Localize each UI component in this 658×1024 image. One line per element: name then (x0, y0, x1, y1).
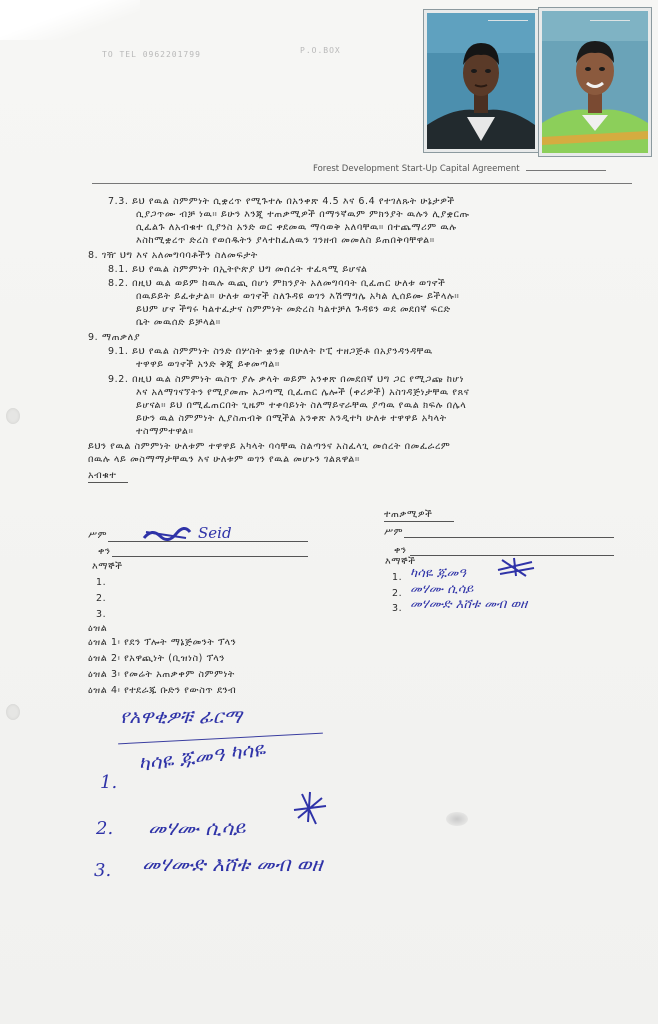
left-name-label: ሥም (88, 530, 108, 541)
agreement-line: ይህም ሆኖ ችግሩ ካልተፈታና ስምምነት መድረስ ካልተቻለ ጉዳዩን ወደ መደበኛ ፍርድ (136, 304, 451, 315)
folded-corner (0, 0, 140, 40)
agreement-line: 8.1. ይህ የዉል ስምምነት በኢትዮጵያ ህግ መሰረት ተፈጻሚ ይሆናል (108, 264, 368, 275)
agreement-line: ተስማምተዋል። (136, 426, 194, 437)
right-witness-1-signature: ካሳዬ ጁመዓ (410, 566, 466, 581)
right-name-label: ሥም (384, 527, 404, 538)
annex-item: ዕዝል 4፡ የተደራጁ ቡድን የውስጥ ደንብ (88, 685, 237, 696)
agreement-line: ይሆናል። ይህ በሚፈጠርበት ጊዜም ተቀባይነት ስለማይኖራቸዉ ያጣዉ የዉል ክፍሉ በሌላ (136, 400, 467, 411)
left-witness-2: 2. (96, 593, 107, 604)
title-underline (526, 170, 606, 171)
agreement-line: 8. ገዥ ህግ እና አለመግባባቶችን ስለመፍታት (88, 250, 258, 261)
handwritten-row-2-number: 2. (96, 818, 114, 839)
agreement-line: ይሁን ዉል ስምምነት ሊያስጠብቅ በሚችል አንቀጽ እንዲተካ ሁለቱ ተዋዋይ አካላት (136, 413, 447, 424)
agreement-line: ቤት መዉሰድ ይቻላል። (136, 317, 221, 328)
right-name-line (404, 537, 614, 538)
faint-header-right: P.O.BOX (300, 46, 341, 55)
right-heading-underline (384, 521, 454, 522)
right-date-label: ቀን (394, 545, 407, 556)
left-heading-underline (88, 482, 128, 483)
handwritten-row-3-number: 3. (94, 860, 112, 881)
left-signature: Seid (198, 524, 232, 542)
agreement-line: ተዋዋይ ወገኖች አንድ ቅጂ ይቀመጣል። (136, 359, 280, 370)
right-party-heading: ተጠቃሚዎች (384, 509, 433, 520)
agreement-line: 8.2. በዚህ ዉል ወይም ከዉሉ ዉጪ በሆነ ምክንያት አለመግባባት ቢፈጠር ሁለቱ ወገኖች (108, 278, 446, 289)
annex-item: ዕዝል 3፡ የመሬት አጠቃቀም ስምምነት (88, 669, 235, 680)
scribble-mark-icon (142, 526, 192, 542)
portrait-right-icon (542, 11, 648, 153)
agreement-line: እና አለማገናኘትን የሚያመጡ አጋጣሚ ቢፈጠር ሌሎች (ቀሪዎች) አስገዳጅነታቸዉ የጸና (136, 387, 470, 398)
punch-hole (6, 408, 20, 424)
left-party-heading: አብቁተ (88, 470, 117, 481)
scribble-mark-icon (496, 556, 536, 578)
punch-hole (6, 704, 20, 720)
right-witness-1: 1. (392, 572, 403, 583)
left-date-label: ቀን (98, 546, 111, 557)
agreement-line: 9.1. ይህ የዉል ስምምነት ስንድ በሦስት ቋንቋ በሁለት ኮፒ ተዘጋጅቶ በአያንዳንዳቸዉ (108, 346, 433, 357)
handwritten-row-1-text: ካሳዬ ጁመዓ ካሳዬ (137, 736, 267, 776)
right-witness-3: 3. (392, 603, 403, 614)
annex-item: ዕዝል 1፡ የደን ፕሎት ማኔጅመንት ፕላን (88, 637, 237, 648)
portrait-left-icon (427, 13, 535, 149)
agreement-line: ሲፈልጉ ለአብቁተ ቢያንስ አንድ ወር ቀደመዉ ማሳወቅ አለባቸዉ። በተጨማሪም ዉሉ (136, 222, 457, 233)
photo-rule (590, 20, 630, 21)
handwritten-row-1-number: 1. (100, 772, 118, 793)
handwritten-row-2-text: መሃሙ ሲሳይ (148, 816, 246, 840)
right-witness-heading: እማኞች (385, 556, 416, 567)
header-rule (92, 183, 632, 184)
agreement-line: ይህን የዉል ስምምነት ሁለቱም ተዋዋይ አካላት ባሳቸዉ ስልጣንና አስፈላጊ መሰረት በመፈራረም (88, 441, 451, 452)
agreement-line: ሲያጋጥሙ ብቻ ነዉ። ይሁን እንጂ ተጠቃሚዎች በማንኛዉም ምክንያት ዉሉን ሊያቋርጡ (136, 209, 470, 220)
agreement-line: በዉይይት ይፈቱታል። ሁለቱ ወገኖች ስለጉዳዩ ወገን እሽማግሌ አካል ሊሰይሙ ይችላሉ። (136, 291, 460, 302)
scribble-mark-icon (290, 788, 330, 828)
right-witness-3-signature: መሃሙድ እሸቱ መብ ወዘ (410, 597, 528, 612)
agreement-line: በዉሉ ላይ መስማማታቸዉን እና ሁለቱም ወገን የዉል መሆኑን ገልጸዋል። (88, 454, 360, 465)
faint-phone-text: TO TEL 0962201799 (102, 50, 201, 59)
photo-left (424, 10, 538, 152)
annex-item: ዕዝል 2፡ የአዋጪነት (ቢዝነስ) ፕላን (88, 653, 225, 664)
agreement-line: 7.3. ይህ የዉል ስምምነት ሲቋረጥ የሚጉተሉ በአንቀጽ 4.5 እና 6.4 የተገለጹት ሁኔታዎች (108, 196, 455, 207)
left-witness-heading: እማኞች (92, 561, 123, 572)
right-witness-2-signature: መሃሙ ሲሳይ (410, 582, 474, 597)
photo-right (539, 8, 651, 156)
photo-rule (488, 20, 528, 21)
agreement-title: Forest Development Start-Up Capital Agreement (313, 164, 606, 174)
handwritten-row-3-text: መሃሙድ እሸቱ መብ ወዘ (142, 852, 323, 876)
agreement-line: 9. ማጠቃለያ (88, 332, 141, 343)
handwritten-heading: የአዋቂዎቹ ፊርማ (120, 706, 242, 728)
left-witness-3: 3. (96, 609, 107, 620)
agreement-line: 9.2. በዚህ ዉል ስምምነት ዉስጥ ያሉ ቃላት ወይም አንቀጽ በመደበኛ ህግ ጋር የሚጋጩ ከሆነ (108, 374, 464, 385)
agreement-line: እስከሚቋረጥ ድረስ የወሰዱትን ያላተከፈለዉን ገንዘብ መመለስ ይጠበቅባቸዋል። (136, 235, 435, 246)
annex-heading: ዕዝል (88, 623, 108, 634)
ink-smudge (446, 812, 468, 826)
right-witness-2: 2. (392, 588, 403, 599)
left-witness-1: 1. (96, 577, 107, 588)
left-date-line (112, 556, 308, 557)
